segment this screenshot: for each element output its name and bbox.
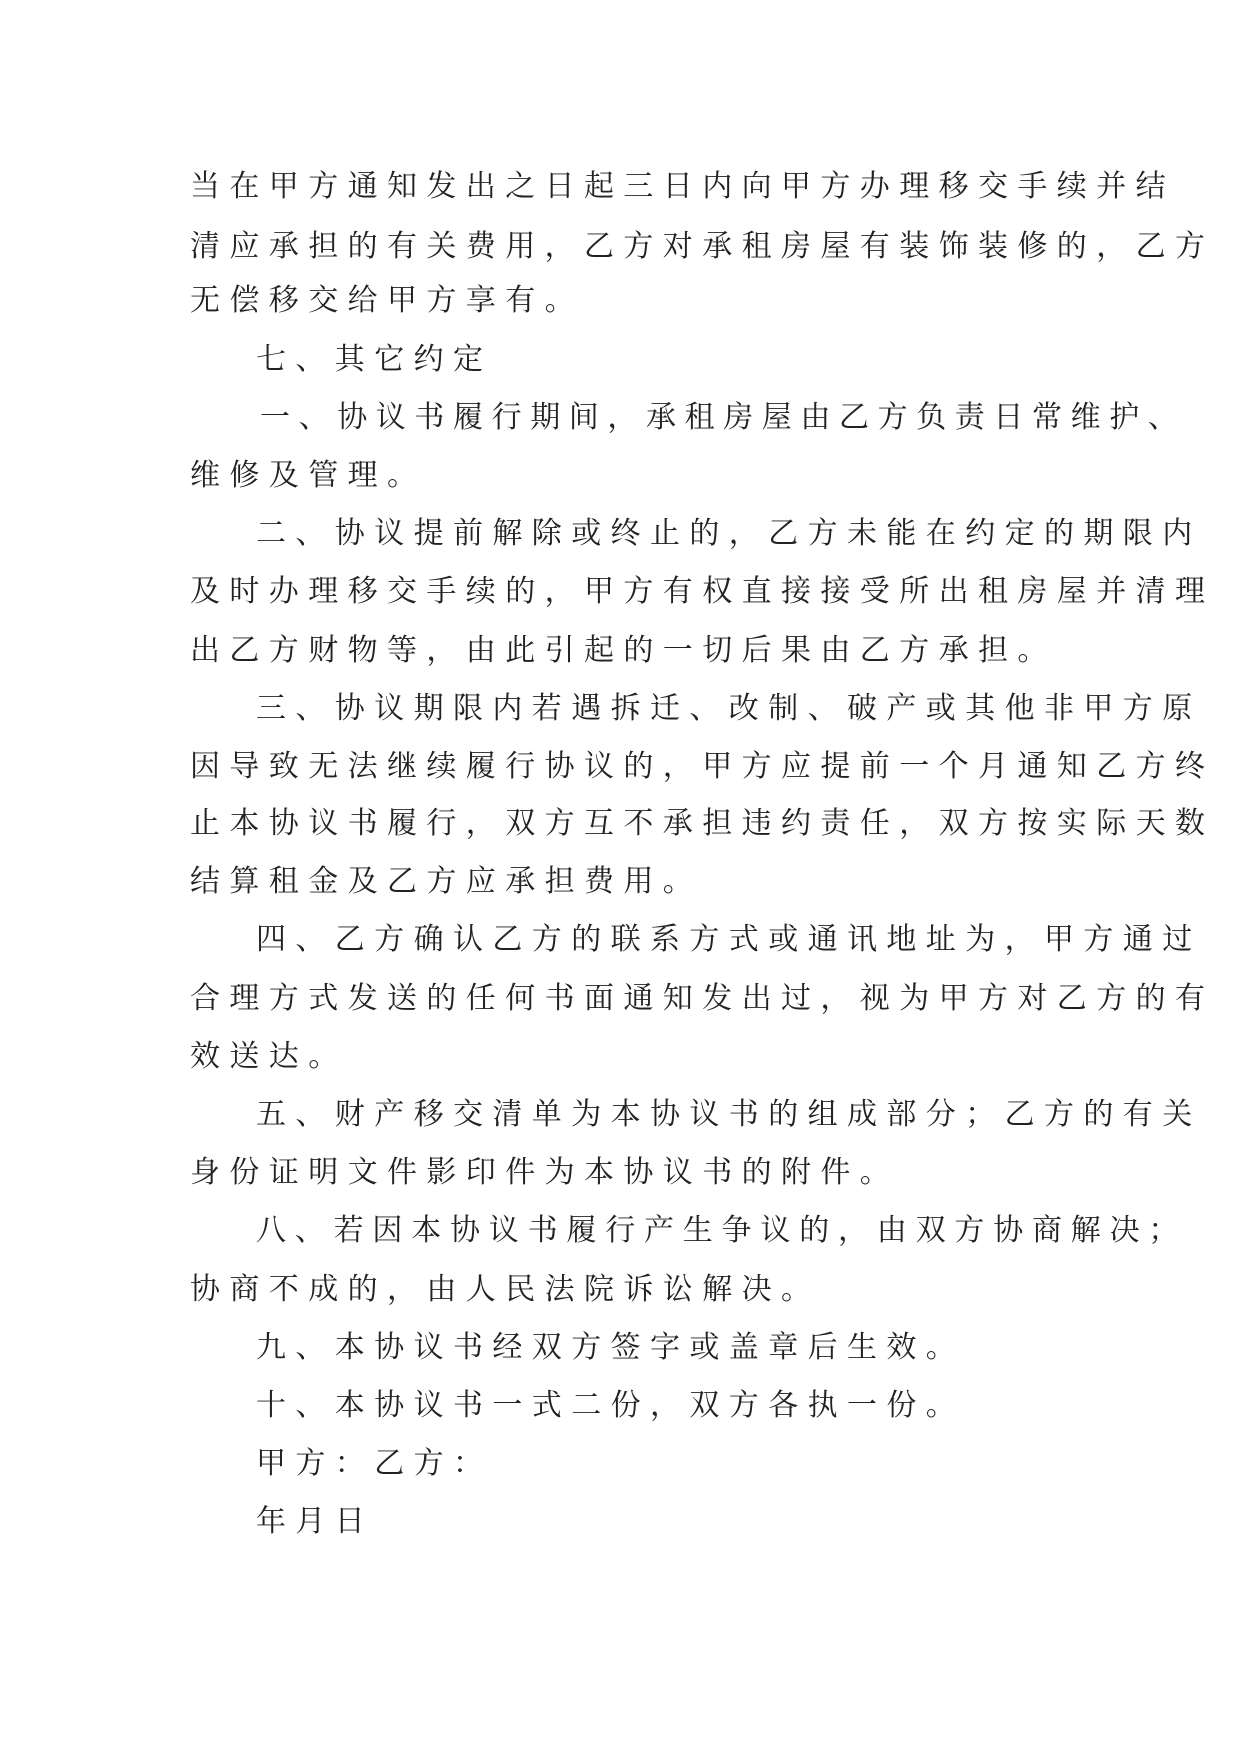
paragraph-line: 清应承担的有关费用，乙方对承租房屋有装饰装修的，乙方 (190, 229, 1215, 264)
clause-line: 效送达。 (190, 1039, 348, 1074)
clause-line: 协商不成的，由人民法院诉讼解决。 (190, 1272, 821, 1307)
clause-line: 维修及管理。 (190, 458, 427, 493)
clause-line: 十、本协议书一式二份，双方各执一份。 (256, 1388, 966, 1423)
clause-line: 出乙方财物等，由此引起的一切后果由乙方承担。 (190, 633, 1057, 668)
clause-line: 止本协议书履行，双方互不承担违约责任，双方按实际天数 (190, 806, 1215, 841)
clause-line: 及时办理移交手续的，甲方有权直接接受所出租房屋并清理 (190, 574, 1215, 609)
clause-line: 四、乙方确认乙方的联系方式或通讯地址为，甲方通过 (256, 922, 1202, 957)
signature-line: 甲方：乙方： (256, 1446, 493, 1481)
paragraph-line: 无偿移交给甲方享有。 (190, 283, 584, 318)
clause-line: 一、协议书履行期间，承租房屋由乙方负责日常维护、 (260, 400, 1187, 435)
clause-line: 身份证明文件影印件为本协议书的附件。 (190, 1155, 900, 1190)
paragraph-line: 当在甲方通知发出之日起三日内向甲方办理移交手续并结 (190, 169, 1175, 204)
clause-line: 合理方式发送的任何书面通知发出过，视为甲方对乙方的有 (190, 981, 1215, 1016)
clause-line: 三、协议期限内若遇拆迁、改制、破产或其他非甲方原 (256, 691, 1202, 726)
section-heading: 七、其它约定 (256, 342, 493, 377)
date-line: 年月日 (256, 1504, 375, 1539)
clause-line: 二、协议提前解除或终止的，乙方未能在约定的期限内 (256, 516, 1202, 551)
clause-line: 结算租金及乙方应承担费用。 (190, 864, 703, 899)
clause-line: 八、若因本协议书履行产生争议的，由双方协商解决； (256, 1213, 1188, 1248)
clause-line: 因导致无法继续履行协议的，甲方应提前一个月通知乙方终 (190, 749, 1215, 784)
clause-line: 五、财产移交清单为本协议书的组成部分；乙方的有关 (256, 1097, 1202, 1132)
clause-line: 九、本协议书经双方签字或盖章后生效。 (256, 1330, 966, 1365)
